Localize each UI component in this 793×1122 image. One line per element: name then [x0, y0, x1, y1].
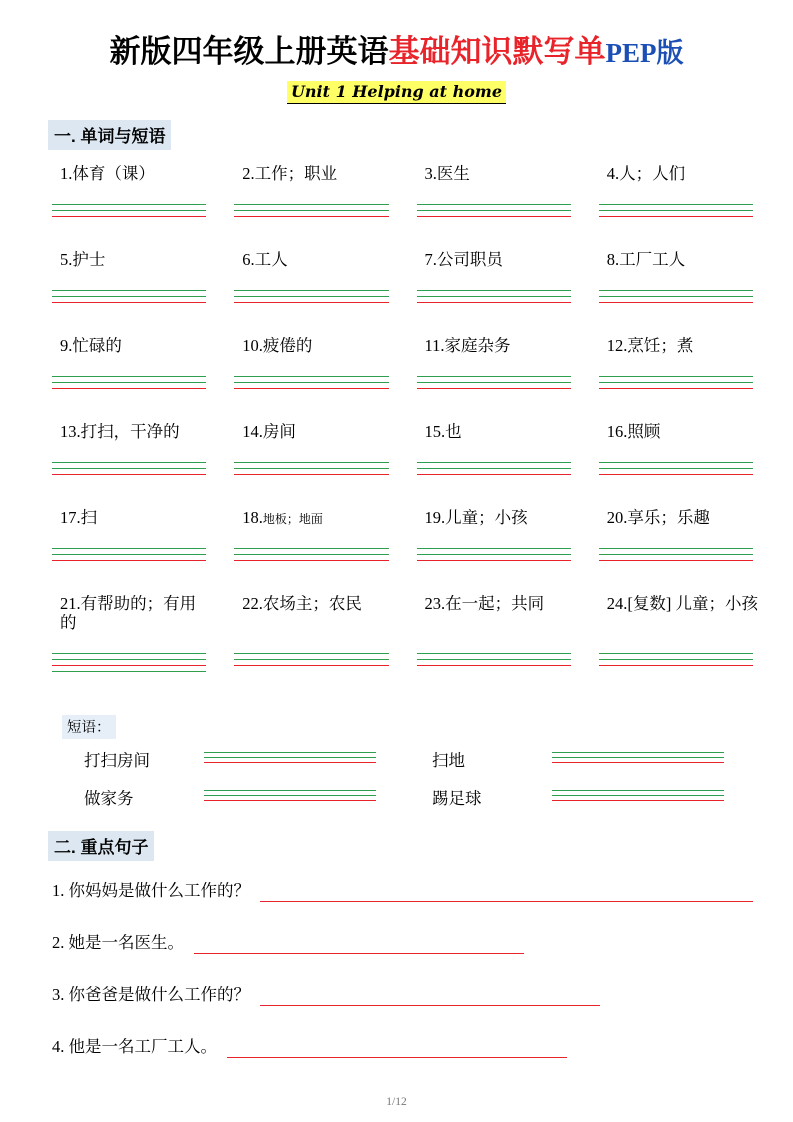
vocab-word: 21.有帮助的；有用的 [60, 594, 197, 632]
vocab-cell [52, 422, 212, 508]
line-red [204, 800, 376, 801]
vocab-cell [599, 422, 759, 508]
writing-lines[interactable] [417, 290, 571, 308]
line-green [234, 659, 388, 660]
line-green [417, 548, 571, 549]
vocab-word: 22.农场主；农民 [242, 594, 362, 613]
line-red [234, 560, 388, 561]
phrase-writing-lines[interactable] [204, 752, 376, 767]
vocab-cell [417, 164, 577, 250]
line-red [599, 388, 753, 389]
line-red [52, 474, 206, 475]
vocab-word: 1.体育（课） [60, 164, 155, 183]
vocab-cell [599, 594, 759, 709]
line-green [52, 290, 206, 291]
line-green [599, 210, 753, 211]
writing-lines[interactable] [234, 548, 388, 566]
line-green [204, 752, 376, 753]
words-section-heading: 一. 单词与短语 [48, 120, 171, 150]
phrase-writing-lines[interactable] [552, 790, 724, 805]
vocab-word: 15.也 [424, 422, 462, 441]
vocab-cell [234, 250, 394, 336]
line-green [417, 462, 571, 463]
phrase-row [66, 785, 753, 809]
vocab-cell [52, 336, 212, 422]
line-green [52, 204, 206, 205]
vocab-cell [52, 164, 212, 250]
vocab-cell [234, 594, 394, 709]
vocab-word: 13.打扫，干净的 [60, 422, 180, 441]
line-green [52, 653, 206, 654]
line-red [234, 388, 388, 389]
line-green [417, 554, 571, 555]
line-red [234, 302, 388, 303]
sentence-row [52, 1033, 753, 1058]
page-number: 1/12 [386, 1096, 407, 1108]
vocab-cell [417, 594, 577, 709]
words-section-heading-row [0, 120, 793, 150]
vocab-word: 9.忙碌的 [60, 336, 122, 355]
line-green [552, 795, 724, 796]
vocab-word: 19.儿童；小孩 [424, 508, 528, 527]
line-red [599, 560, 753, 561]
line-green [234, 376, 388, 377]
line-green [234, 210, 388, 211]
vocab-cell [417, 422, 577, 508]
vocab-word: 24.[复数] 儿童；小孩 [606, 594, 758, 613]
line-green [599, 290, 753, 291]
line-green [417, 382, 571, 383]
line-red [52, 388, 206, 389]
writing-lines[interactable] [417, 548, 571, 566]
line-red [417, 560, 571, 561]
vocab-word: 11.家庭杂务 [424, 336, 511, 355]
sentence-answer-blank[interactable] [227, 1041, 567, 1058]
writing-lines[interactable] [234, 653, 388, 671]
line-green [234, 554, 388, 555]
writing-lines[interactable] [417, 204, 571, 222]
line-red [52, 216, 206, 217]
line-red [417, 216, 571, 217]
writing-lines[interactable] [52, 204, 206, 222]
line-green [599, 382, 753, 383]
phrase-label: 扫地 [432, 751, 465, 770]
phrase-row [66, 747, 753, 771]
line-green [417, 659, 571, 660]
writing-lines[interactable] [234, 204, 388, 222]
writing-lines[interactable] [52, 376, 206, 394]
writing-lines[interactable] [599, 204, 753, 222]
unit-subtitle-wrapper [0, 81, 793, 104]
writing-lines[interactable] [417, 376, 571, 394]
line-green [204, 757, 376, 758]
vocab-word: 14.房间 [242, 422, 296, 441]
line-red [234, 216, 388, 217]
vocab-word: 3.医生 [424, 164, 470, 183]
sentences-section-heading-row [0, 831, 793, 861]
vocab-cell [234, 508, 394, 594]
line-green [599, 548, 753, 549]
line-green [417, 296, 571, 297]
line-red [417, 302, 571, 303]
line-green [599, 659, 753, 660]
line-green [599, 376, 753, 377]
line-green [52, 382, 206, 383]
line-green [52, 659, 206, 660]
line-green [52, 548, 206, 549]
phrases-label-row [0, 709, 793, 739]
line-red [204, 762, 376, 763]
page-title-part2: 基础知识默写单 [388, 34, 606, 69]
vocab-cell [234, 336, 394, 422]
line-red [234, 474, 388, 475]
line-red [234, 665, 388, 666]
writing-lines[interactable] [599, 653, 753, 671]
writing-lines[interactable] [52, 653, 206, 677]
line-red [52, 560, 206, 561]
line-green [52, 462, 206, 463]
vocab-cell [52, 250, 212, 336]
vocab-word: 5.护士 [60, 250, 106, 269]
line-green [52, 210, 206, 211]
vocab-cell [417, 508, 577, 594]
line-green [234, 468, 388, 469]
line-green [234, 382, 388, 383]
sentence-row [52, 877, 753, 902]
vocab-word: 16.照顾 [606, 422, 661, 441]
line-green [417, 204, 571, 205]
line-red [417, 388, 571, 389]
writing-lines[interactable] [52, 290, 206, 308]
vocab-cell [52, 508, 212, 594]
vocab-cell [417, 336, 577, 422]
line-green [599, 653, 753, 654]
sentence-text: 4. 他是一名工厂工人。 [52, 1037, 217, 1056]
line-green [417, 290, 571, 291]
vocabulary-grid [0, 164, 793, 709]
line-green [204, 795, 376, 796]
page-title-part3: PEP版 [605, 38, 684, 68]
vocab-word: 6.工人 [242, 250, 288, 269]
page-title-part1: 新版四年级上册英语 [109, 34, 389, 69]
line-red [599, 302, 753, 303]
line-green [234, 548, 388, 549]
sentence-text: 1. 你妈妈是做什么工作的？ [52, 881, 250, 900]
line-red [417, 474, 571, 475]
sentence-row [52, 981, 753, 1006]
phrase-label: 踢足球 [432, 789, 482, 808]
sentences-list [0, 877, 793, 1058]
phrases-label: 短语： [62, 715, 116, 739]
sentence-text: 3. 你爸爸是做什么工作的？ [52, 985, 250, 1004]
line-green [52, 671, 206, 672]
phrase-label: 做家务 [84, 789, 134, 808]
vocab-word: 18.地板；地面 [242, 508, 323, 527]
writing-lines[interactable] [417, 462, 571, 480]
writing-lines[interactable] [599, 548, 753, 566]
sentences-section-heading: 二. 重点句子 [48, 831, 154, 861]
vocab-word: 2.工作；职业 [242, 164, 338, 183]
vocab-cell [599, 250, 759, 336]
line-green [52, 468, 206, 469]
line-green [599, 462, 753, 463]
line-green [52, 376, 206, 377]
sentence-row [52, 929, 753, 954]
sentence-answer-blank[interactable] [260, 989, 600, 1006]
line-red [417, 665, 571, 666]
line-green [204, 790, 376, 791]
unit-subtitle: Unit 1 Helping at home [287, 81, 506, 104]
writing-lines[interactable] [234, 462, 388, 480]
vocab-word: 17.扫 [60, 508, 98, 527]
sentence-answer-blank[interactable] [260, 885, 753, 902]
vocab-word: 23.在一起；共同 [424, 594, 545, 613]
line-green [417, 468, 571, 469]
line-green [234, 290, 388, 291]
sentence-text: 2. 她是一名医生。 [52, 933, 184, 952]
line-green [552, 752, 724, 753]
writing-lines[interactable] [234, 290, 388, 308]
writing-lines[interactable] [599, 376, 753, 394]
line-green [52, 296, 206, 297]
phrase-writing-lines[interactable] [204, 790, 376, 805]
line-green [234, 204, 388, 205]
vocab-word: 10.疲倦的 [242, 336, 313, 355]
line-green [599, 468, 753, 469]
line-green [552, 790, 724, 791]
vocab-cell [599, 508, 759, 594]
phrase-writing-lines[interactable] [552, 752, 724, 767]
line-red [552, 762, 724, 763]
vocab-cell [599, 164, 759, 250]
line-green [234, 462, 388, 463]
line-red [52, 665, 206, 666]
vocab-word: 20.享乐；乐趣 [606, 508, 710, 527]
line-green [417, 653, 571, 654]
writing-lines[interactable] [52, 548, 206, 566]
line-green [52, 554, 206, 555]
vocab-word: 7.公司职员 [424, 250, 503, 269]
line-red [552, 800, 724, 801]
vocab-cell [234, 422, 394, 508]
line-green [234, 296, 388, 297]
line-red [599, 665, 753, 666]
vocab-cell [234, 164, 394, 250]
vocab-cell [417, 250, 577, 336]
line-green [599, 296, 753, 297]
vocab-cell [599, 336, 759, 422]
writing-lines[interactable] [52, 462, 206, 480]
line-red [52, 302, 206, 303]
phrase-label: 打扫房间 [84, 751, 150, 770]
vocab-word: 8.工厂工人 [606, 250, 686, 269]
line-green [599, 554, 753, 555]
line-green [234, 653, 388, 654]
sentence-answer-blank[interactable] [194, 937, 524, 954]
line-green [552, 757, 724, 758]
vocab-word: 12.烹饪；煮 [606, 336, 694, 355]
writing-lines[interactable] [599, 462, 753, 480]
line-red [599, 216, 753, 217]
line-green [417, 376, 571, 377]
line-red [599, 474, 753, 475]
writing-lines[interactable] [417, 653, 571, 671]
page-title [0, 26, 793, 71]
vocab-word: 4.人；人们 [606, 164, 686, 183]
phrases-block [0, 747, 793, 809]
vocab-cell [52, 594, 212, 709]
writing-lines[interactable] [234, 376, 388, 394]
writing-lines[interactable] [599, 290, 753, 308]
line-green [417, 210, 571, 211]
line-green [599, 204, 753, 205]
